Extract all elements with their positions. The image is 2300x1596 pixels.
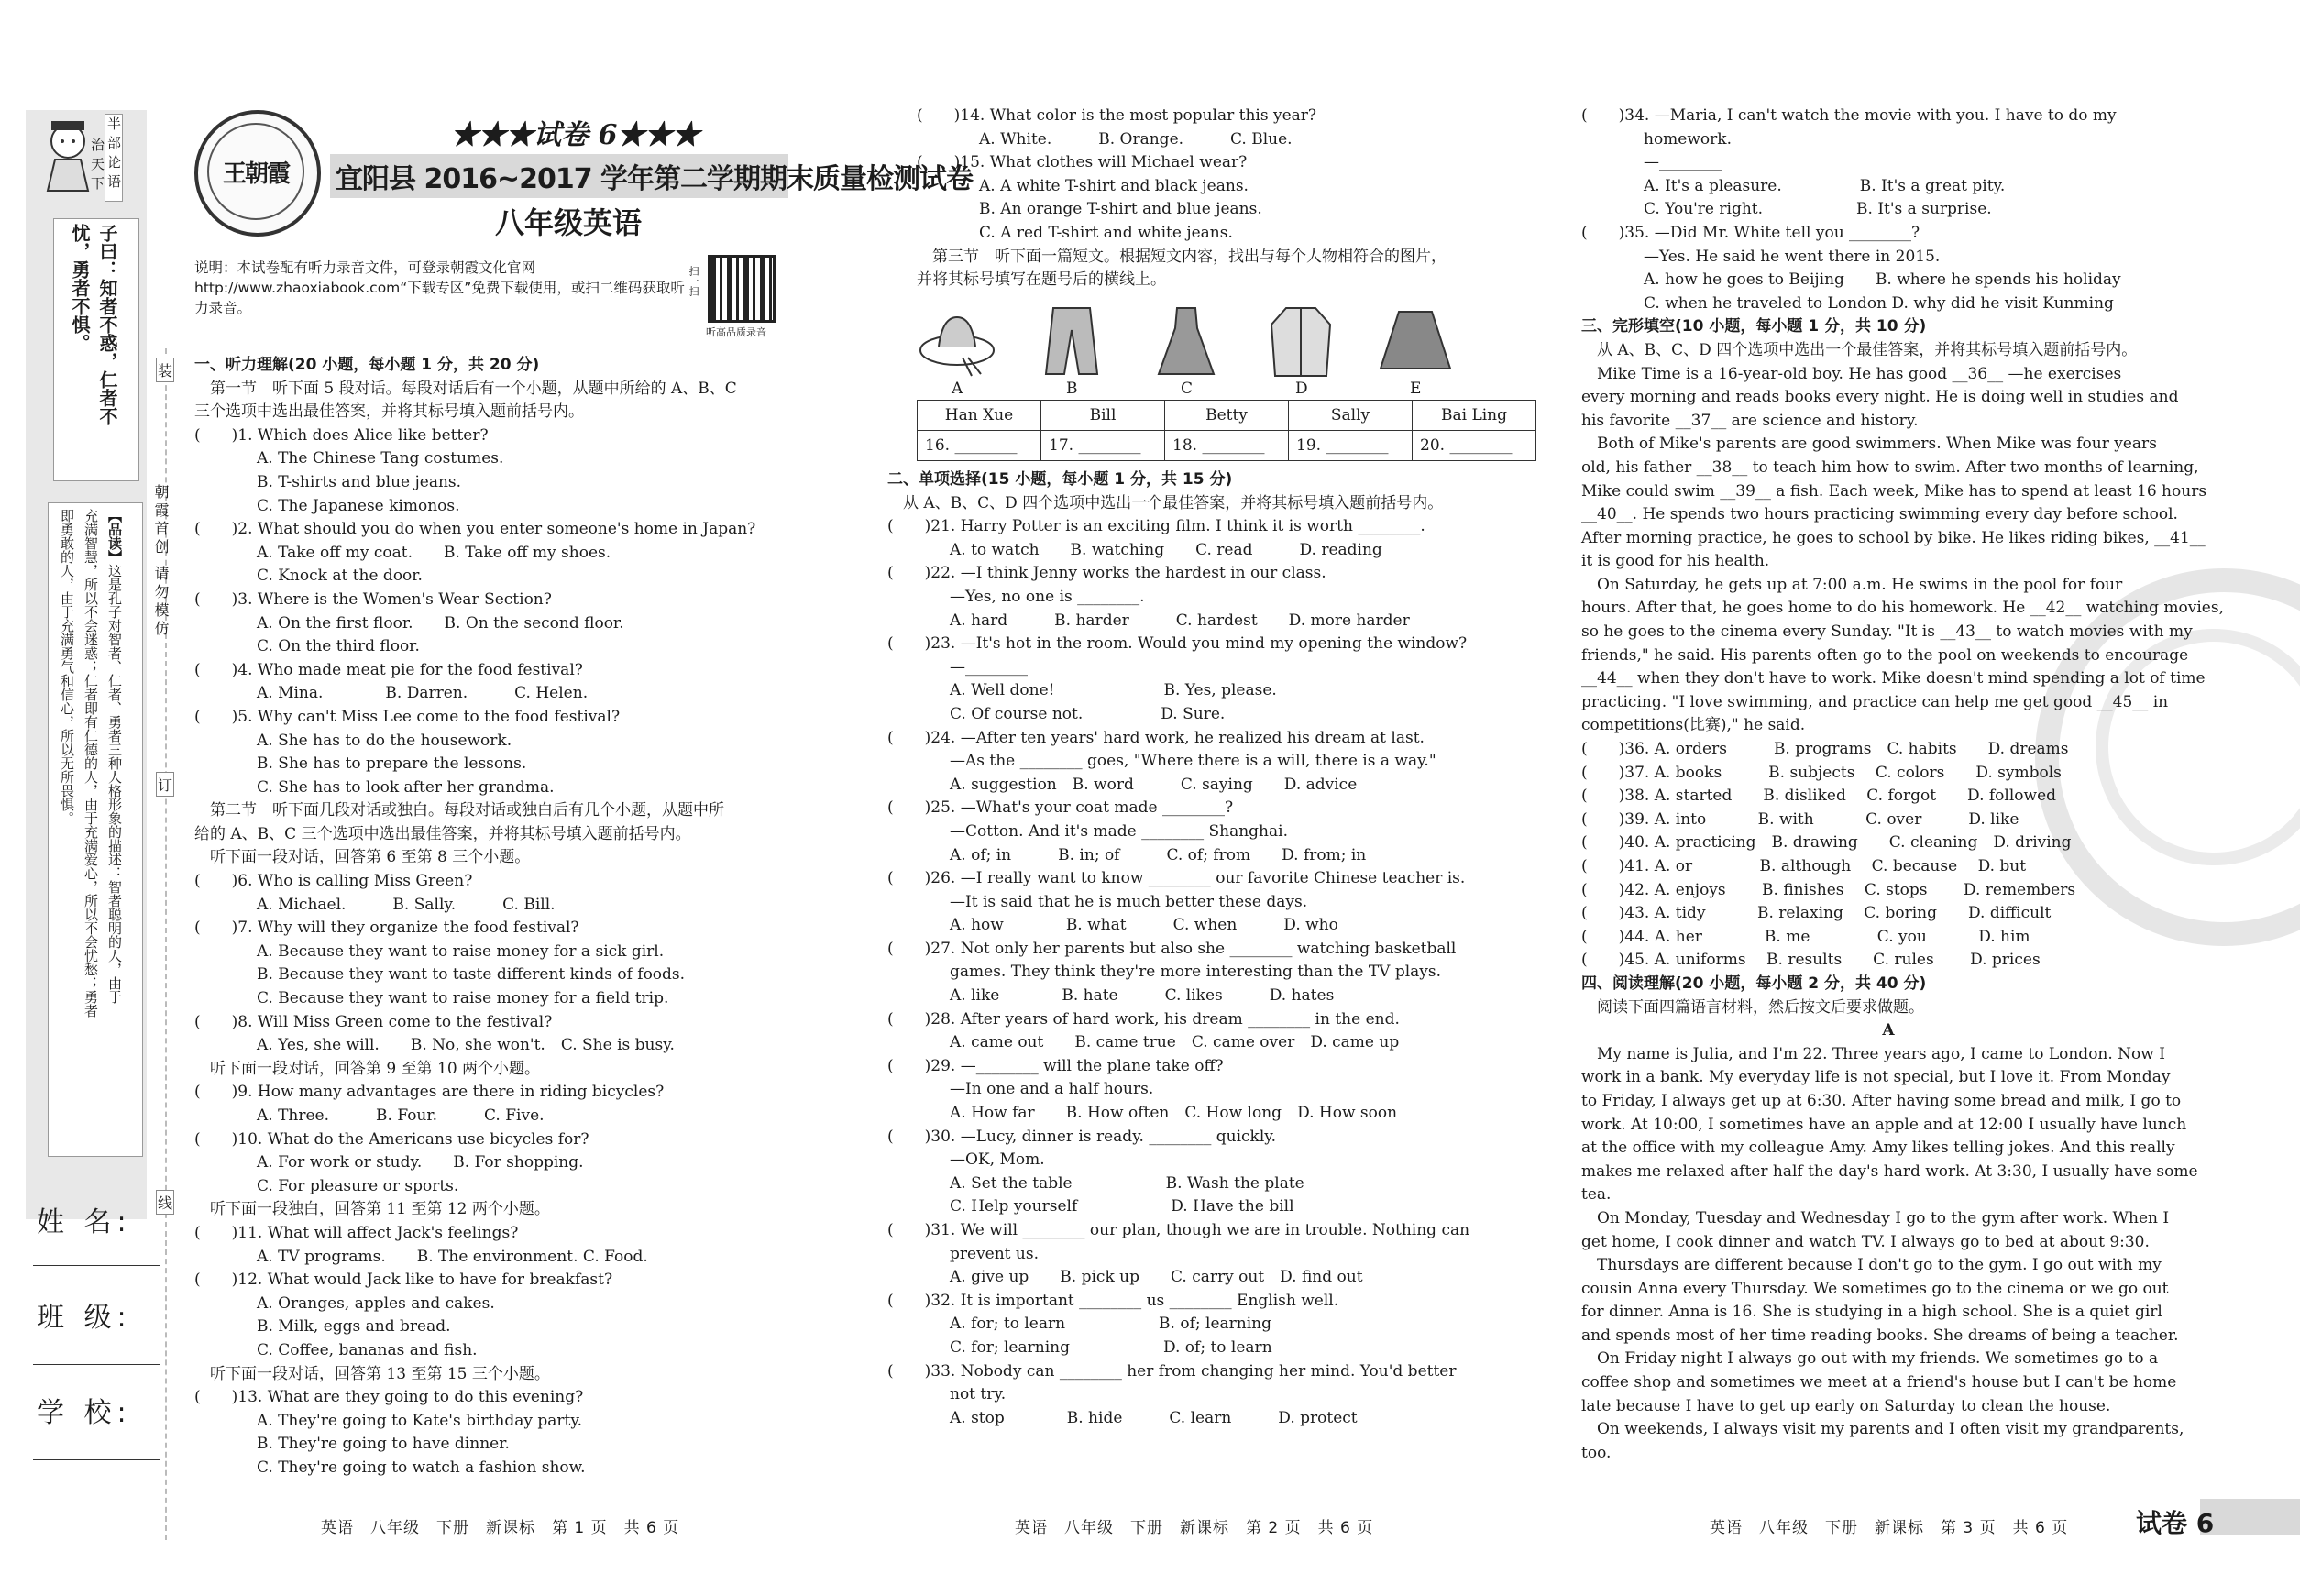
publisher-logo (194, 110, 321, 237)
text-line: coffee shop and sometimes we meet at a friend's house but I can't be home (1581, 1373, 2177, 1392)
text-line: C. Coffee, bananas and fish. (194, 1340, 478, 1359)
text-line: ( )37. A. books B. subjects C. colors D. symbols (1581, 763, 2062, 782)
hat-icon (917, 304, 997, 378)
cut-mark-3: 线 (156, 1190, 174, 1215)
table-cell: Betty (1165, 401, 1289, 431)
text-line: A. White. B. Orange. C. Blue. (917, 129, 1293, 149)
text-line: My name is Julia, and I'm 22. Three years ago, I came to London. Now I (1581, 1044, 2165, 1063)
text-line: A. For work or study. B. For shopping. (194, 1153, 584, 1172)
text-line: ( )6. Who is calling Miss Green? (194, 872, 473, 891)
class-field[interactable] (33, 1364, 160, 1365)
text-line: 一、听力理解(20 小题，每小题 1 分，共 20 分) (194, 356, 540, 374)
footer-page-3: 英语 八年级 下册 新课标 第 3 页 共 6 页 (1710, 1519, 2069, 1537)
text-line: games. They think they're more interesting than the TV plays. (887, 963, 1442, 982)
logo-text: 王朝霞 (207, 123, 304, 220)
text-line: 从 A、B、C、D 四个选项中选出一个最佳答案，并将其标号填入题前括号内。 (887, 493, 1444, 512)
text-line: ( )30. —Lucy, dinner is ready. ________ quickly. (887, 1127, 1277, 1146)
text-line: On Friday night I always go out with my friends. We sometimes go to a (1581, 1349, 2159, 1369)
text-line: A. They're going to Kate's birthday party. (194, 1411, 583, 1430)
text-line: late because I have to get up early on Saturday to clean the house. (1581, 1396, 2111, 1415)
text-line: C. Knock at the door. (194, 567, 423, 586)
exam-title: 宜阳县 2016~2017 学年第二学期期末质量检测试卷 (336, 163, 974, 195)
text-line: ( )31. We will ________ our plan, though we are in trouble. Nothing can (887, 1221, 1470, 1239)
text-line: 四、阅读理解(20 小题，每小题 2 分，共 40 分) (1581, 974, 1927, 993)
text-line: and spends most of her time reading books. She dreams of being a teacher. (1581, 1326, 2179, 1345)
text-line: C. The Japanese kimonos. (194, 496, 460, 515)
clothes-label-b: B (1066, 380, 1078, 398)
table-cell: Bill (1041, 401, 1165, 431)
text-line: 三个选项中选出最佳答案，并将其标号填入题前括号内。 (194, 402, 584, 422)
text-line: A. for; to learn B. of; learning (887, 1315, 1271, 1334)
footer-bar (2200, 1499, 2300, 1535)
match-table (917, 400, 1536, 461)
text-line: After morning practice, he goes to school by bike. He likes riding bikes, __41__ (1581, 528, 2206, 547)
text-line: A. Well done! B. Yes, please. (887, 681, 1277, 700)
text-line: A. Michael. B. Sally. C. Bill. (194, 895, 556, 914)
text-line: ( )9. How many advantages are there in riding bicycles? (194, 1083, 665, 1102)
grade-title: 八年级英语 (495, 205, 643, 240)
text-line: competitions(比赛)," he said. (1581, 716, 1806, 735)
text-line: work. At 10:00, I sometimes have an apple and at 12:00 I usually have lunch (1581, 1115, 2187, 1134)
text-line: ( )43. A. tidy B. relaxing C. boring D. difficult (1581, 904, 2052, 923)
clothes-label-e: E (1410, 380, 1422, 398)
text-line: his favorite __37__ are science and history. (1581, 411, 1919, 430)
answer-blank[interactable]: 18. ________ (1165, 431, 1289, 461)
school-field[interactable] (33, 1459, 160, 1460)
cut-mark-2: 订 (156, 772, 174, 797)
dress-icon (1146, 304, 1227, 378)
text-line: it is good for his health. (1581, 552, 1770, 571)
text-line: ( )32. It is important ________ us ________ English well. (887, 1291, 1339, 1310)
text-line: ( )29. —________ will the plane take off? (887, 1056, 1224, 1075)
text-line: A. Mina. B. Darren. C. Helen. (194, 684, 589, 703)
text-line: —Yes. He said he went there in 2015. (1581, 247, 1941, 266)
text-line: A (1882, 1021, 1895, 1040)
table-row (918, 431, 1536, 461)
text-line: C. for; learning D. of; to learn (887, 1337, 1272, 1357)
clothes-label-a: A (952, 380, 963, 398)
text-line: 并将其标号填写在题号后的横线上。 (917, 270, 1166, 290)
text-line: A. TV programs. B. The environment. C. Food. (194, 1247, 648, 1266)
footer-page-1: 英语 八年级 下册 新课标 第 1 页 共 6 页 (321, 1519, 680, 1537)
qr-side-label: 扫一扫 (688, 266, 699, 296)
text-line: 听下面一段独白，回答第 11 至第 12 两个小题。 (194, 1200, 550, 1219)
cut-mark-1: 装 (156, 358, 174, 382)
text-line: ( )44. A. her B. me C. you D. him (1581, 927, 2030, 946)
text-line: ( )22. —I think Jenny works the hardest in our class. (887, 564, 1326, 583)
text-line: at the office with my colleague Amy. Amy likes telling jokes. And this really (1581, 1139, 2175, 1158)
text-line: A. Three. B. Four. C. Five. (194, 1106, 545, 1125)
table-row (918, 401, 1536, 431)
text-line: A. of; in B. in; of C. of; from D. from; in (887, 845, 1367, 864)
text-line: ( )23. —It's hot in the room. Would you mind my opening the window? (887, 634, 1468, 654)
text-line: ( )4. Who made meat pie for the food festival? (194, 660, 583, 679)
text-line: 二、单项选择(15 小题，每小题 1 分，共 15 分) (887, 470, 1233, 489)
quote-line-1: 子曰：知者不惑，仁者不 (96, 224, 118, 425)
motto-line-2: 治天下 (89, 138, 105, 195)
text-line: C. She has to look after her grandma. (194, 777, 555, 797)
text-line: C. when he traveled to London D. why did he visit Kunming (1581, 293, 2114, 313)
text-line: ( )11. What will affect Jack's feelings? (194, 1223, 519, 1242)
text-line: ( )5. Why can't Miss Lee come to the food festival? (194, 707, 621, 726)
text-line: 听下面一段对话，回答第 13 至第 15 三个小题。 (194, 1364, 550, 1383)
text-line: A. came out B. came true C. came over D. came up (887, 1033, 1400, 1052)
text-line: Thursdays are different because I don't go to the gym. I go out with my (1581, 1256, 2162, 1275)
text-line: 听下面一段对话，回答第 9 至第 10 两个小题。 (194, 1059, 541, 1078)
text-line: ( )41. A. or B. although C. because D. but (1581, 857, 2027, 875)
table-cell: Han Xue (918, 401, 1041, 431)
text-line: —________ (1581, 153, 1722, 172)
text-line: ( )25. —What's your coat made ________? (887, 798, 1234, 818)
qr-code-icon[interactable] (708, 255, 776, 323)
text-line: to Friday, I always get up at 6:30. After having some bread and milk, I go to (1581, 1091, 2182, 1110)
text-line: ( )14. What color is the most popular this year? (917, 106, 1317, 125)
text-line: ( )40. A. practicing B. drawing C. cleaning D. driving (1581, 833, 2072, 853)
text-line: so he goes to the cinema every Sunday. "It is __43__ to watch movies with my (1581, 622, 2193, 642)
column-2-top (917, 105, 1513, 292)
answer-blank[interactable]: 17. ________ (1041, 431, 1165, 461)
text-line: 给的 A、B、C 三个选项中选出最佳答案，并将其标号填入题前括号内。 (194, 824, 691, 843)
text-line: ( )45. A. uniforms B. results C. rules D. prices (1581, 951, 2041, 970)
class-label: 班 级: (37, 1302, 132, 1334)
text-line: ( )35. —Did Mr. White tell you ________? (1581, 223, 1920, 242)
motto-line-1: 半部论语 (105, 116, 122, 193)
school-label: 学 校: (37, 1397, 132, 1429)
text-line: ( )28. After years of hard work, his dream ________ in the end. (887, 1009, 1400, 1029)
text-line: B. She has to prepare the lessons. (194, 754, 527, 774)
text-line: ( )10. What do the Americans use bicycles for? (194, 1129, 589, 1149)
text-line: 听下面一段对话，回答第 6 至第 8 三个小题。 (194, 848, 531, 867)
text-line: hours. After that, he goes home to do his homework. He __42__ watching movies, (1581, 599, 2224, 618)
text-line: A. How far B. How often C. How long D. How soon (887, 1104, 1398, 1123)
text-line: A. Take off my coat. B. Take off my shoes. (194, 543, 611, 562)
text-line: B. Because they want to taste different kinds of foods. (194, 965, 686, 985)
text-line: A. suggestion B. word C. saying D. advice (887, 775, 1358, 794)
text-line: A. hard B. harder C. hardest D. more harder (887, 611, 1410, 630)
text-line: A. She has to do the housework. (194, 731, 512, 750)
text-line: A. Because they want to raise money for a sick girl. (194, 941, 665, 961)
text-line: C. On the third floor. (194, 637, 420, 656)
text-line: Mike could swim __39__ a fish. Each week, Mike has to spend at least 16 hours (1581, 481, 2207, 501)
text-line: C. A red T-shirt and white jeans. (917, 223, 1233, 242)
text-line: A. give up B. pick up C. carry out D. find out (887, 1268, 1363, 1287)
answer-blank[interactable]: 19. ________ (1289, 431, 1413, 461)
name-label: 姓 名: (37, 1206, 132, 1238)
text-line: A. stop B. hide C. learn D. protect (887, 1408, 1358, 1427)
text-line: Mike Time is a 16-year-old boy. He has good __36__ —he exercises (1581, 364, 2122, 383)
text-line: for dinner. Anna is 16. She is studying in a high school. She is a quiet girl (1581, 1303, 2162, 1322)
text-line: C. For pleasure or sports. (194, 1176, 459, 1195)
text-line: ( )15. What clothes will Michael wear? (917, 153, 1248, 172)
text-line: A. Set the table B. Wash the plate (887, 1173, 1304, 1193)
text-line: ( )3. Where is the Women's Wear Section? (194, 589, 552, 609)
text-line: C. They're going to watch a fashion show. (194, 1458, 586, 1477)
text-line: 三、完形填空(10 小题，每小题 1 分，共 10 分) (1581, 317, 1927, 336)
paper-tag: ★★★试卷 6★★★ (451, 119, 700, 151)
text-line: A. On the first floor. B. On the second floor. (194, 613, 624, 633)
qr-label: 听高品质录音 (706, 326, 766, 338)
text-line: A. how B. what C. when D. who (887, 916, 1338, 935)
text-line: ( )34. —Maria, I can't watch the movie with you. I have to do my (1581, 106, 2117, 125)
text-line: ( )2. What should you do when you enter someone's home in Japan? (194, 520, 756, 539)
text-line: —In one and a half hours. (887, 1080, 1154, 1099)
text-line: 第二节 听下面几段对话或独白。每段对话或独白后有几个小题，从题中所 (194, 801, 724, 820)
text-line: —Yes, no one is ________. (887, 587, 1145, 606)
text-line: __44__ when they don't have to work. Mike doesn't mind spending a lot of time (1581, 669, 2206, 688)
pindu-line-3: 即勇敢的人，由于充满勇气和信心，所以无所畏惧。 (59, 509, 75, 825)
text-line: ( )26. —I really want to know ________ our favorite Chinese teacher is. (887, 869, 1466, 888)
column-3 (1581, 105, 2224, 1465)
text-line: C. You're right. B. It's a surprise. (1581, 200, 1992, 219)
answer-blank[interactable]: 20. ________ (1413, 431, 1536, 461)
text-line: ( )36. A. orders B. programs C. habits D. dreams (1581, 740, 2069, 759)
text-line: ( )13. What are they going to do this evening? (194, 1388, 584, 1407)
text-line: On Saturday, he gets up at 7:00 a.m. He swims in the pool for four (1581, 575, 2123, 594)
text-line: ( )1. Which does Alice like better? (194, 425, 489, 445)
text-line: B. An orange T-shirt and blue jeans. (917, 200, 1262, 219)
text-line: On Monday, Tuesday and Wednesday I go to the gym after work. When I (1581, 1208, 2170, 1227)
text-line: ( )8. Will Miss Green come to the festival? (194, 1012, 553, 1031)
trousers-icon (1031, 304, 1112, 378)
motto-banner (105, 114, 123, 202)
clothes-label-d: D (1295, 380, 1308, 398)
text-line: A. how he goes to Beijing B. where he spends his holiday (1581, 270, 2121, 290)
text-line: B. They're going to have dinner. (194, 1435, 510, 1454)
text-line: A. Yes, she will. B. No, she won't. C. She is busy. (194, 1036, 675, 1055)
text-line: ( )21. Harry Potter is an exciting film. I think it is worth ________. (887, 517, 1425, 536)
text-line: not try. (887, 1385, 1007, 1404)
text-line: ( )27. Not only her parents but also she ________ watching basketball (887, 939, 1457, 958)
text-line: 第三节 听下面一篇短文。根据短文内容，找出与每个人物相符合的图片， (917, 247, 1447, 266)
pindu-text (55, 509, 127, 1150)
text-line: B. Milk, eggs and bread. (194, 1317, 451, 1337)
text-line: A. A white T-shirt and black jeans. (917, 176, 1249, 195)
text-line: old, his father __38__ to teach him how to swim. After two months of learning, (1581, 457, 2199, 477)
name-field[interactable] (33, 1265, 160, 1266)
coat-icon (1260, 304, 1341, 378)
text-line: ( )42. A. enjoys B. finishes C. stops D. remembers (1581, 880, 2076, 899)
text-line: 阅读下面四篇语言材料，然后按文后要求做题。 (1581, 997, 1924, 1017)
text-line: B. T-shirts and blue jeans. (194, 472, 462, 491)
text-line: makes me relaxed after half the day's hard work. At 3:30, I usually have some (1581, 1161, 2198, 1181)
table-cell: Sally (1289, 401, 1413, 431)
text-line: —________ (887, 657, 1028, 677)
text-line: ( )33. Nobody can ________ her from changing her mind. You'd better (887, 1361, 1457, 1381)
text-line: 第一节 听下面 5 段对话。每段对话后有一个小题，从题中所给的 A、B、C (194, 379, 737, 398)
text-line: C. Because they want to raise money for a field trip. (194, 989, 669, 1008)
text-line: __40__. He spends two hours practicing swimming every day before school. (1581, 505, 2178, 524)
text-line: ( )39. A. into B. with C. over D. like (1581, 809, 2019, 829)
text-line: A. like B. hate C. likes D. hates (887, 986, 1335, 1006)
text-line: A. Oranges, apples and cakes. (194, 1293, 495, 1313)
pindu-line-2: 充满智慧，所以不会迷惑；仁者即有仁德的人，由于充满爱心，所以不会忧愁；勇者 (83, 509, 99, 1018)
text-line: On weekends, I always visit my parents and I often visit my grandparents, (1581, 1420, 2184, 1439)
column-1 (194, 354, 818, 1480)
text-line: homework. (1581, 129, 1732, 149)
text-line: ( )38. A. started B. disliked C. forgot D. followed (1581, 787, 2057, 806)
text-line: —As the ________ goes, "Where there is a will, there is a way." (887, 752, 1436, 771)
text-line: Both of Mike's parents are good swimmers. When Mike was four years (1581, 435, 2157, 454)
text-line: A. The Chinese Tang costumes. (194, 449, 504, 468)
clothes-label-c: C (1181, 380, 1194, 398)
instructions-note: 说明：本试卷配有听力录音文件，可登录朝霞文化官网 http://www.zhaoxiabook.com“下载专区”免费下载使用，或扫二维码获取听力录音。 (194, 259, 685, 316)
text-line: every morning and reads books every night. He is doing well in studies and (1581, 388, 2179, 407)
text-line: 从 A、B、C、D 四个选项中选出一个最佳答案，并将其标号填入题前括号内。 (1581, 340, 2138, 359)
text-line: —Cotton. And it's made ________ Shanghai. (887, 821, 1288, 841)
column-2 (887, 468, 1520, 1430)
text-line: A. to watch B. watching C. read D. reading (887, 540, 1382, 559)
quote-line-2: 忧，勇者不惧。 (69, 224, 91, 352)
footer-tag: 试卷 6 (2136, 1508, 2215, 1538)
text-line: practicing. "I love swimming, and practice can help me get good __45__ in (1581, 692, 2169, 711)
motto-banner-2 (88, 138, 107, 195)
skirt-icon (1375, 304, 1456, 378)
text-line: C. Help yourself D. Have the bill (887, 1197, 1294, 1216)
text-line: —OK, Mom. (887, 1150, 1045, 1170)
text-line: get home, I cook dinner and watch TV. I always go to bed at about 9:30. (1581, 1232, 2150, 1251)
vertical-notes: 朝霞首创 请勿模仿 (152, 484, 170, 640)
text-line: C. Of course not. D. Sure. (887, 704, 1226, 723)
text-line: —It is said that he is much better these days. (887, 892, 1308, 911)
pindu-line-1: 这是孔子对智者、仁者、勇者三种人格形象的描述：智者聪明的人，由于 (106, 564, 123, 1004)
text-line: tea. (1581, 1185, 1612, 1205)
text-line: cousin Anna every Thursday. We sometimes go to the cinema or we go out (1581, 1279, 2169, 1298)
quote-text (66, 224, 121, 480)
text-line: ( )12. What would Jack like to have for breakfast? (194, 1271, 613, 1290)
answer-blank[interactable]: 16. ________ (918, 431, 1041, 461)
footer-page-2: 英语 八年级 下册 新课标 第 2 页 共 6 页 (1015, 1519, 1374, 1537)
text-line: prevent us. (887, 1244, 1039, 1263)
text-line: too. (1581, 1443, 1612, 1462)
pindu-label: 【品读】 (106, 509, 123, 564)
table-cell: Bai Ling (1413, 401, 1536, 431)
text-line: work in a bank. My everyday life is not special, but I love it. From Monday (1581, 1068, 2171, 1087)
text-line: friends," he said. His parents often go to the pool on weekends to encourage (1581, 645, 2189, 665)
text-line: ( )7. Why will they organize the food festival? (194, 919, 579, 938)
text-line: A. It's a pleasure. B. It's a great pity. (1581, 176, 2006, 195)
text-line: ( )24. —After ten years' hard work, he realized his dream at last. (887, 728, 1425, 747)
